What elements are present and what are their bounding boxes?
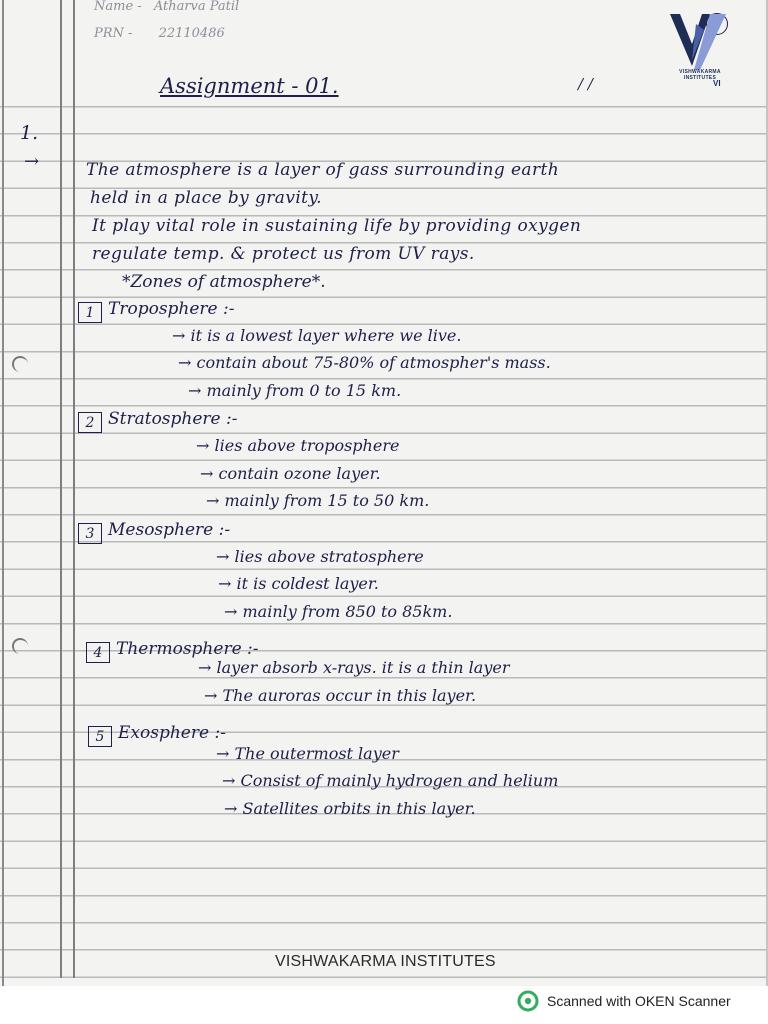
prn-value: 22110486: [158, 26, 225, 41]
date-marks: / /: [578, 75, 593, 93]
scanner-label: Scanned with OKEN Scanner: [547, 993, 731, 1009]
name-row: [94, 0, 239, 13]
punch-hole-mark: [12, 356, 28, 372]
scanner-watermark: [517, 990, 731, 1012]
zone-number-box: 1: [78, 302, 102, 323]
zone-number-box: 3: [78, 523, 102, 544]
zone-number-box: 2: [78, 412, 102, 433]
student-name: Atharva Patil: [153, 0, 240, 14]
oken-scanner-logo-icon: [517, 990, 539, 1012]
zone-name: Mesosphere :-: [108, 520, 231, 540]
prn-row: [94, 27, 225, 40]
zone-point: → it is a lowest layer where we live.: [172, 328, 461, 344]
zone-point: → mainly from 0 to 15 km.: [188, 383, 401, 399]
zone-point: → layer absorb x-rays. it is a thin layer: [198, 660, 509, 676]
margin-line: [60, 0, 62, 978]
zone-name: Troposphere :-: [108, 299, 235, 319]
name-label: Name -: [94, 0, 142, 14]
page-left-edge: [2, 0, 4, 986]
intro-line: It play vital role in sustaining life by providing oxygen: [92, 216, 582, 236]
zone-point: → mainly from 850 to 85km.: [224, 604, 452, 620]
zone-point: → lies above stratosphere: [216, 549, 424, 565]
intro-line: held in a place by gravity.: [90, 188, 322, 208]
zone-point: → it is coldest layer.: [218, 576, 379, 592]
zone-name: Thermosphere :-: [116, 639, 259, 659]
intro-line: The atmosphere is a layer of gass surrounding earth: [86, 160, 560, 180]
question-number: 1.: [20, 122, 39, 144]
zone-number-box: 4: [86, 642, 110, 663]
zone-point: → Consist of mainly hydrogen and helium: [222, 773, 558, 789]
zone-name: Exosphere :-: [118, 723, 226, 743]
zone-point: → mainly from 15 to 50 km.: [206, 493, 429, 509]
punch-hole-mark: [12, 638, 28, 654]
footer-institute: VISHWAKARMA INSTITUTES: [275, 953, 496, 970]
assignment-title: Assignment - 01.: [160, 74, 339, 98]
margin-line: [73, 0, 75, 978]
zones-subheading: *Zones of atmosphere*.: [122, 272, 326, 292]
zone-point: → lies above troposphere: [196, 438, 399, 454]
zone-point: → contain ozone layer.: [200, 466, 381, 482]
logo-caption: VISHWAKARMA INSTITUTES: [679, 69, 721, 81]
zone-point: → contain about 75-80% of atmospher's mass.: [178, 355, 551, 371]
question-arrow: →: [24, 151, 40, 172]
zone-name: Stratosphere :-: [108, 409, 238, 429]
zone-number-box: 5: [88, 726, 112, 747]
zone-point: → The auroras occur in this layer.: [204, 688, 476, 704]
intro-line: regulate temp. & protect us from UV rays.: [92, 244, 475, 264]
prn-label: PRN -: [94, 26, 133, 41]
zone-point: → The outermost layer: [216, 746, 399, 762]
zone-point: → Satellites orbits in this layer.: [224, 801, 476, 817]
logo-letters: VI: [713, 79, 721, 88]
